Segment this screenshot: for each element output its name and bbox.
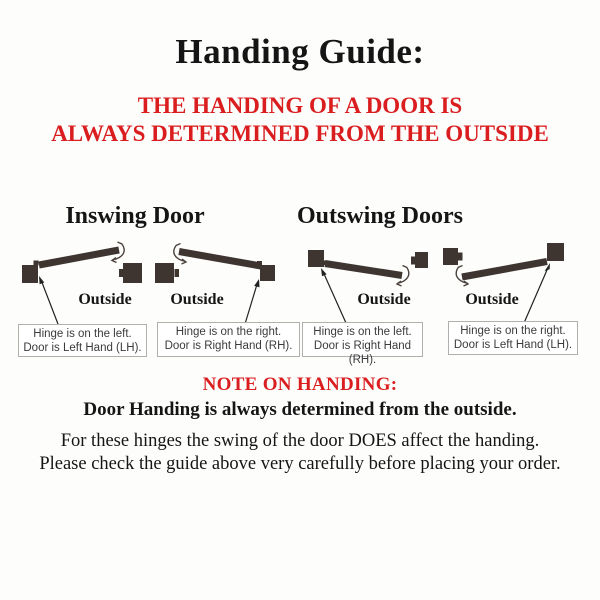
hinge-jamb-block [22,265,38,283]
hinge-jamb-block [260,265,275,281]
outside-label-outswing-left: Outside [357,291,411,308]
outswing-section-heading: Outswing Doors [296,203,464,229]
warning-line-1: THE HANDING OF A DOOR IS [137,93,463,118]
diagram-inswing-right-hand [155,244,275,325]
caption-line: Hinge is on the left. [33,328,132,340]
latch-jamb-block [123,263,142,283]
hinge-pin [257,261,262,266]
diagram-outswing-right-hand [443,243,564,323]
caption-line: Hinge is on the left. [313,326,412,338]
caption-line: Door is Right Hand (RH). [164,340,293,352]
caption-line: Hinge is on the right. [175,326,282,338]
caption-outswing-left [302,322,423,366]
door-slab [325,264,402,276]
note-heading: NOTE ON HANDING: [202,374,398,395]
pointer-line [245,286,257,324]
door-slab [179,252,261,267]
latch-jamb-block [443,248,458,265]
pointer-arrowhead [321,268,327,276]
page-title: Handing Guide: [175,32,425,71]
outside-label-inswing-left: Outside [78,291,132,308]
strike-tab [411,257,416,265]
outside-label-outswing-right: Outside [465,291,519,308]
pointer-line [42,283,58,325]
diagram-outswing-left-hand [308,250,428,323]
note-body-text [0,430,600,476]
hinge-jamb-block [547,243,564,261]
latch-jamb-block [155,263,174,283]
caption-outswing-right [448,321,578,355]
note-bold-line: Door Handing is always determined from the outside. [83,399,517,420]
strike-tab [458,253,463,261]
caption-line: Door is Left Hand (LH). [23,342,142,354]
diagram-inswing-left-hand [22,242,142,324]
note-body-line-2: Please check the guide above very carefully before placing your order. [39,454,561,474]
hinge-pin [34,261,39,266]
outside-label-inswing-right: Outside [170,291,224,308]
caption-inswing-right [157,322,300,357]
caption-line: Door is Right Hand (RH). [313,340,412,366]
door-slab [462,262,547,278]
latch-jamb-block [415,252,428,268]
caption-line: Door is Left Hand (LH). [453,339,573,351]
inswing-section-heading: Inswing Door [65,203,205,229]
door-slab [39,250,119,265]
warning-text [0,92,600,148]
note-body-line-1: For these hinges the swing of the door DOES affect the handing. [60,431,540,451]
strike-tab [119,269,124,277]
warning-line-2: ALWAYS DETERMINED FROM THE OUTSIDE [51,121,549,146]
caption-inswing-left [18,324,147,357]
strike-tab [175,269,180,277]
hinge-jamb-block [308,250,324,267]
caption-line: Hinge is on the right. [460,325,566,337]
